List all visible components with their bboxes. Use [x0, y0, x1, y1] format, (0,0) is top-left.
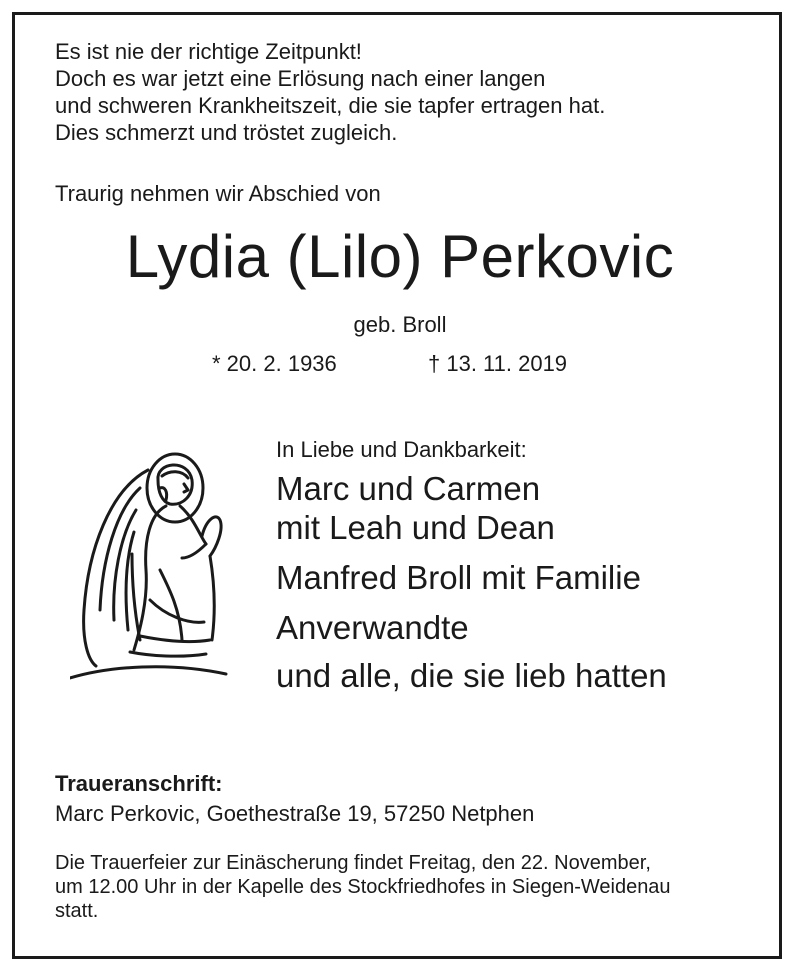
ceremony-line: Die Trauerfeier zur Einäscherung findet Freitag, den 22. November, — [55, 852, 651, 874]
birth-date: * 20. 2. 1936 — [212, 351, 337, 376]
mourner-line: Marc und Carmen — [276, 470, 541, 507]
intro-line: Dies schmerzt und tröstet zugleich. — [55, 120, 398, 145]
ceremony-line: statt. — [55, 900, 99, 922]
mourner-line: und alle, die sie lieb hatten — [276, 657, 667, 694]
mourner-line: mit Leah und Dean — [276, 509, 555, 546]
ceremony-text — [55, 851, 671, 923]
mourners-heading: In Liebe und Dankbarkeit: — [276, 437, 527, 462]
intro-line: Doch es war jetzt eine Erlösung nach einer langen — [55, 66, 546, 91]
mourner-line: Anverwandte — [276, 609, 469, 646]
farewell-text: Traurig nehmen wir Abschied von — [55, 181, 381, 206]
address-heading: Traueranschrift: — [55, 771, 223, 796]
address-text: Marc Perkovic, Goethestraße 19, 57250 Netphen — [55, 801, 535, 826]
maiden-name: geb. Broll — [353, 312, 447, 337]
praying-angel-icon — [70, 440, 230, 690]
intro-text — [55, 38, 605, 146]
intro-line: Es ist nie der richtige Zeitpunkt! — [55, 39, 362, 64]
ceremony-line: um 12.00 Uhr in der Kapelle des Stockfriedhofes in Siegen-Weidenau — [55, 876, 671, 898]
mourner-line: Manfred Broll mit Familie — [276, 559, 641, 596]
deceased-name: Lydia (Lilo) Perkovic — [125, 223, 675, 290]
intro-line: und schweren Krankheitszeit, die sie tapfer ertragen hat. — [55, 93, 606, 118]
death-date: † 13. 11. 2019 — [428, 351, 568, 376]
